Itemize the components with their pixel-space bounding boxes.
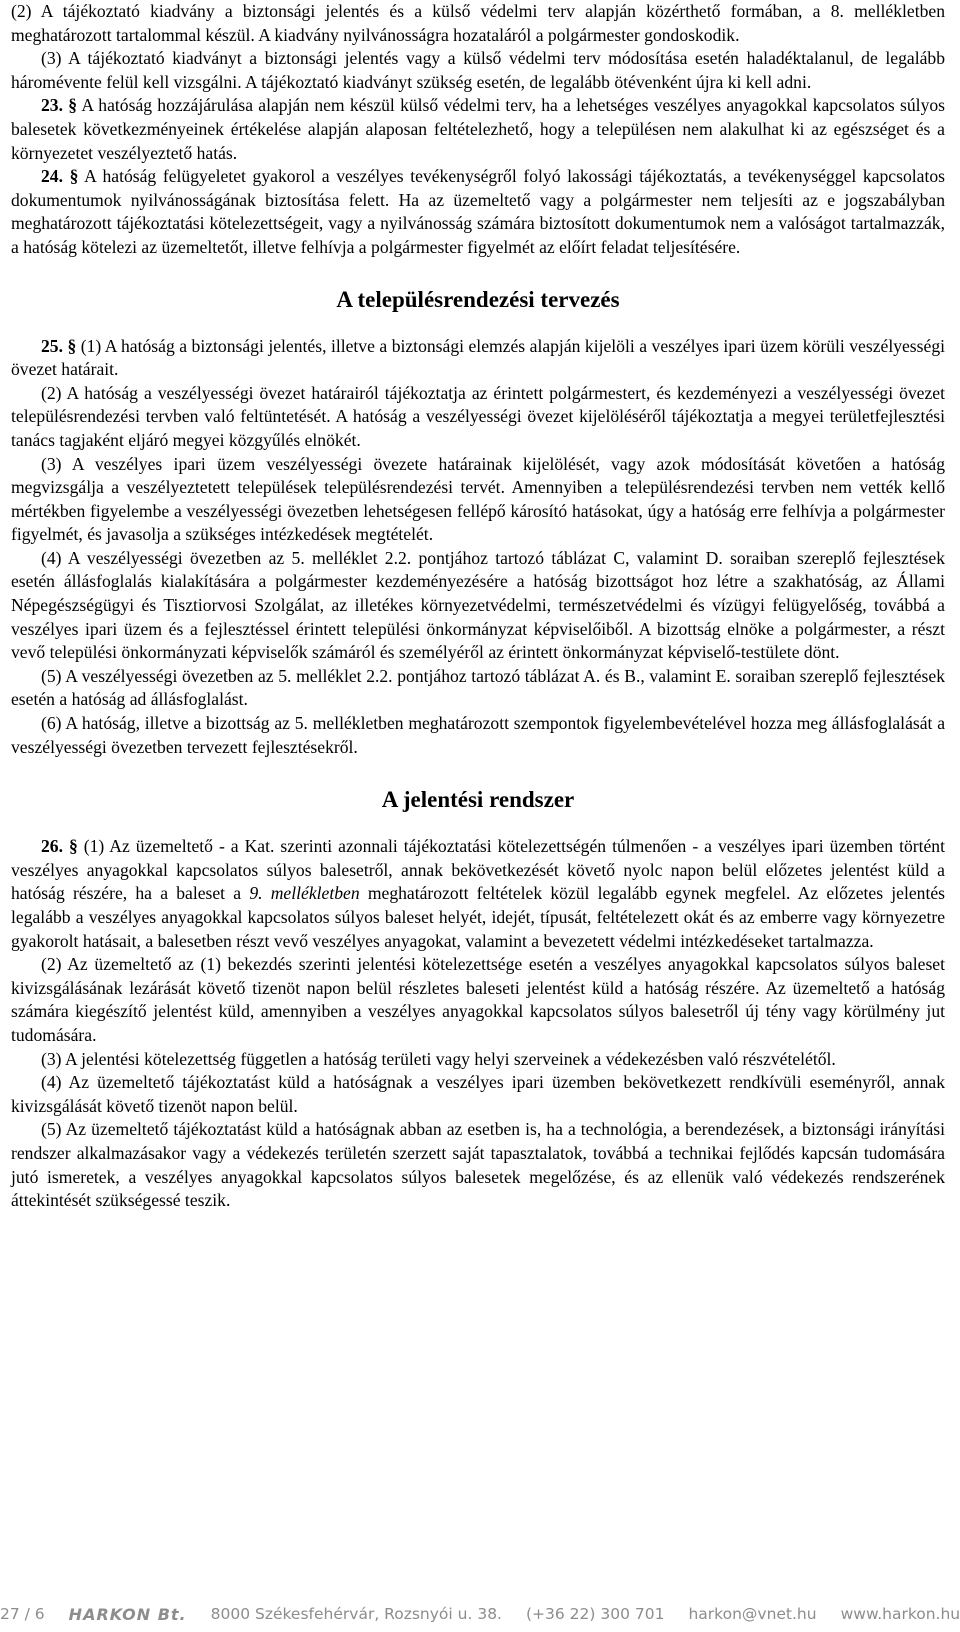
section-text: meghatározott feltételek közül legalább egynek megfelel. Az előzetes jelentés legalább a veszélyes anyagokkal kapcsolatos súlyos baleset helyét, idejét, típusát, feltételezett okát és az emberre vagy környezetre gyakorolt hatásait, a balesetben részt vevő veszélyes anyagokat, valamint a bevezetett védelmi intézkedéseket tartalmazza. (11, 883, 945, 951)
footer-address: 8000 Székesfehérvár, Rozsnyói u. 38. (210, 1605, 502, 1623)
section-text: A hatóság hozzájárulása alapján nem készül külső védelmi terv, ha a lehetséges veszélyes anyagokkal kapcsolatos súlyos balesetek következményeinek értékelése alapján alaposan feltételezhető, hogy a településen nem alakulhat ki az egészséget és a környezetet veszélyeztető hatás. (11, 95, 946, 163)
paragraph: (5) Az üzemeltető tájékoztatást küld a hatóságnak abban az esetben is, ha a technológia, a berendezések, a biztonsági irányítási rendszer alkalmazásakor vagy a védekezés területén szerzett saját tapasztalatok, továbbá a technikai fejlődés kapcsán tudomására jutó ismeretek, a veszélyes anyagokkal kapcsolatos súlyos balesetek megelőzése, és az ellenük való védekezés rendszerének áttekintését szükségessé teszik. (11, 1119, 945, 1211)
section-25 (11, 335, 945, 382)
paragraph: (2) A hatóság a veszélyességi övezet határairól tájékoztatja az érintett polgármestert, és kezdeményezi a veszélyességi övezet településrendezési tervben való feltüntetését. A hatóság a veszélyességi övezet kijelöléséről tájékoztatja a megyei területfejlesztési tanács tagjaként eljáró megyei közgyűlés elnökét. (11, 382, 945, 450)
section-text: A hatóság felügyeletet gyakorol a veszélyes tevékenységről folyó lakossági tájékoztatás, a tevékenységgel kapcsolatos dokumentumok nyilvánosságának biztosítása felett. Ha az üzemeltető vagy a polgármester nem teljesíti az e jogszabályban meghatározott tájékoztatási kötelezettségeit, vagy a nyilvánosság számára biztosított dokumentumok nem a valóságot tartalmazzák, a hatóság kötelezi az üzemeltetőt, illetve felhívja a polgármester figyelmét az előírt feladat teljesítésére. (11, 166, 945, 257)
paragraph: (3) A tájékoztató kiadványt a biztonsági jelentés vagy a külső védelmi terv módosítása esetén haladéktalanul, de legalább háromévente felül kell vizsgálni. A tájékoztató kiadványt szükség esetén, de legalább ötévenként újra ki kell adni. (11, 48, 945, 92)
brand-logo: HARKON Bt. (68, 1604, 187, 1624)
section-24 (11, 165, 945, 259)
section-number: 23. § (41, 95, 78, 116)
section-number: 26. § (41, 836, 78, 857)
footer-website[interactable]: www.harkon.hu (840, 1605, 960, 1623)
paragraph: (2) Az üzemeltető az (1) bekezdés szerinti jelentési kötelezettsége esetén a veszélyes anyagokkal kapcsolatos súlyos baleset kivizsgálásának lezárását követő tizenöt napon belül részletes baleseti jelentést küld a hatóság részére. Az üzemeltető a hatóság számára kiegészítő jelentést küld, amennyiben a veszélyes anyagokkal kapcsolatos súlyos balesetről új tény vagy körülmény jut tudomására. (11, 954, 945, 1045)
section-26 (11, 835, 945, 953)
document-body (11, 0, 945, 1213)
footer-email[interactable]: harkon@vnet.hu (688, 1605, 817, 1623)
page-footer (0, 1596, 960, 1632)
footer-phone: (+36 22) 300 701 (525, 1605, 665, 1623)
paragraph: (4) Az üzemeltető tájékoztatást küld a hatóságnak a veszélyes ipari üzemben bekövetkezett rendkívüli eseményről, annak kivizsgálását követő tizenöt napon belül. (11, 1072, 945, 1116)
section-number: 24. § (41, 166, 79, 187)
section-text: (1) Az üzemeltető - a Kat. szerinti azonnali tájékoztatási kötelezettségén túlmenően - a veszélyes ipari üzemben történt veszélyes anyagokkal kapcsolatos súlyos balesetről, annak bekövetkezését követő nyolc napon belül előzetes jelentést küld a hatóság részére, ha a baleset a (11, 836, 945, 904)
paragraph: (3) A jelentési kötelezettség független a hatóság területi vagy helyi szerveinek a védekezésben való részvételétől. (41, 1048, 836, 1069)
section-text: (1) A hatóság a biztonsági jelentés, illetve a biztonsági elemzés alapján kijelöli a veszélyes ipari üzem körüli veszélyességi övezet határait. (11, 335, 945, 380)
paragraph: (6) A hatóság, illetve a bizottság az 5. mellékletben meghatározott szempontok figyelembevételével hozza meg állásfoglalását a veszélyességi övezetben tervezett fejlesztésekről. (11, 713, 945, 757)
section-23 (11, 94, 945, 165)
chapter-heading: A településrendezési tervezés (336, 286, 620, 312)
annex-reference: 9. mellékletben (249, 883, 360, 904)
section-number: 25. § (41, 335, 77, 356)
paragraph: (2) A tájékoztató kiadvány a biztonsági jelentés és a külső védelmi terv alapján közérthető formában, a 8. mellékletben meghatározott tartalommal készül. A kiadvány nyilvánosságra hozataláról a polgármester gondoskodik. (11, 1, 945, 45)
paragraph: (3) A veszélyes ipari üzem veszélyességi övezete határainak kijelölését, vagy azok módosítását követően a hatóság megvizsgálja a veszélyeztetett települések településrendezési tervét. Amennyiben a településrendezési tervben nem vették kellő mértékben figyelembe a veszélyességi övezetben lehetségesen fellépő károsító hatásokat, úgy a hatóság erre felhívja a polgármester figyelmét, és javasolja a szükséges intézkedések megtételét. (11, 453, 945, 545)
page-number: 27 / 6 (0, 1605, 45, 1623)
chapter-heading: A jelentési rendszer (381, 787, 575, 813)
paragraph: (4) A veszélyességi övezetben az 5. melléklet 2.2. pontjához tartozó táblázat C, valamint D. soraiban szereplő fejlesztések esetén állásfoglalás kialakítására a polgármester kezdeményezésére a hatóság bizottságot hoz létre a szakhatóság, az Állami Népegészségügyi és Tisztiorvosi Szolgálat, az illetékes környezetvédelmi, természetvédelmi és vízügyi felügyelőség, továbbá a veszélyes ipari üzem és a fejlesztéssel érintett települési önkormányzat képviselőiből. A bizottság elnöke a polgármester, a részt vevő települési önkormányzati képviselők számáról és személyéről az érintett önkormányzat képviselő-testülete dönt. (11, 547, 945, 663)
paragraph: (5) A veszélyességi övezetben az 5. melléklet 2.2. pontjához tartozó táblázat A. és B., valamint E. soraiban szereplő fejlesztések esetén a hatóság ad állásfoglalást. (11, 665, 945, 710)
